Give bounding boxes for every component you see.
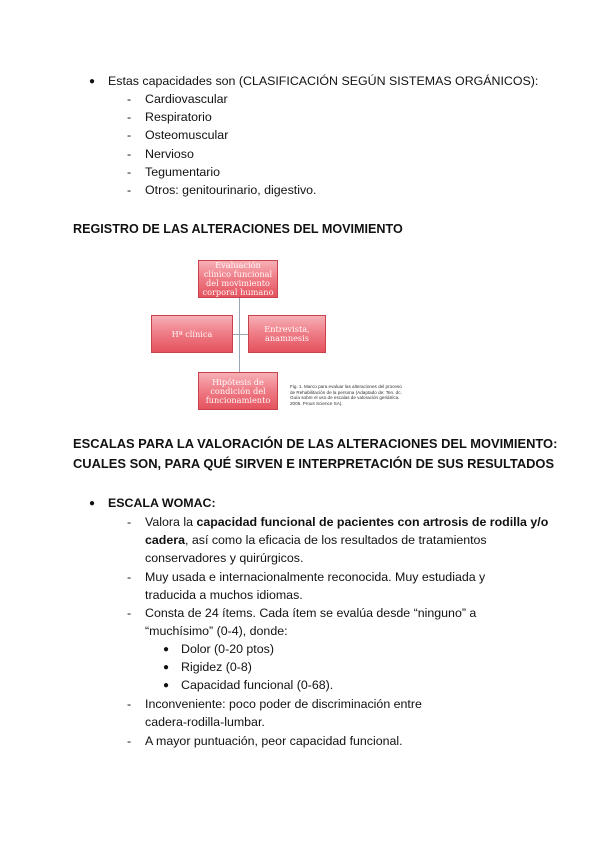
womac-item-1-pre: Valora la: [145, 515, 197, 529]
diagram-box-interview: Entrevista, anamnesis: [248, 315, 326, 353]
section-heading-escalas-line1: ESCALAS PARA LA VALORACIÓN DE LAS ALTERACIONES DEL MOVIMIENTO:: [73, 436, 558, 451]
dash-icon: -: [127, 110, 132, 124]
bullet-icon: ●: [89, 498, 96, 509]
womac-item-1-bold2: cadera: [145, 533, 185, 547]
diagram-box-hypothesis: Hipótesis de condición del funcionamiento: [198, 372, 278, 410]
dash-icon: -: [127, 734, 132, 748]
dash-icon: -: [127, 128, 132, 142]
womac-subitem: Rigidez (0-8): [181, 660, 252, 674]
dash-icon: -: [127, 183, 132, 197]
womac-subitem: Capacidad funcional (0-68).: [181, 678, 334, 692]
list-item: Nervioso: [145, 147, 194, 161]
womac-item-2-line2: traducida a muchos idiomas.: [145, 588, 303, 602]
womac-item-1-line2: [145, 533, 487, 547]
womac-item-1-bold: capacidad funcional de pacientes con artrosis de rodilla y/o: [196, 515, 549, 529]
dash-icon: -: [127, 147, 132, 161]
list-item: Otros: genitourinario, digestivo.: [145, 183, 317, 197]
womac-subitem: Dolor (0-20 ptos): [181, 642, 274, 656]
bullet-icon: ●: [163, 662, 170, 673]
womac-item-3-line1: Consta de 24 ítems. Cada ítem se evalúa desde “ninguno” a: [145, 606, 477, 620]
womac-title: ESCALA WOMAC:: [108, 496, 216, 510]
dash-icon: -: [127, 697, 132, 711]
list-item: Cardiovascular: [145, 92, 228, 106]
womac-item-4-line2: cadera-rodilla-lumbar.: [145, 715, 265, 729]
dash-icon: -: [127, 606, 132, 620]
diagram-box-history: Hª clínica: [151, 315, 233, 353]
list-item: Respiratorio: [145, 110, 212, 124]
diagram-box-evaluation: Evaluación clínico funcional del movimiento corporal humano: [198, 260, 278, 298]
womac-item-1-post: , así como la eficacia de los resultados de tratamientos: [184, 533, 487, 547]
womac-item-1-line3: conservadores y quirúrgicos.: [145, 551, 304, 565]
bullet-icon: ●: [89, 76, 96, 87]
bullet-icon: ●: [163, 644, 170, 655]
dash-icon: -: [127, 165, 132, 179]
dash-icon: -: [127, 92, 132, 106]
list-item: Tegumentario: [145, 165, 221, 179]
capacities-intro: Estas capacidades son (CLASIFICACIÓN SEGÚN SISTEMAS ORGÁNICOS):: [108, 74, 539, 88]
womac-item-5: A mayor puntuación, peor capacidad funcional.: [145, 734, 403, 748]
section-heading-registro: REGISTRO DE LAS ALTERACIONES DEL MOVIMIENTO: [73, 222, 403, 236]
womac-item-2-line1: Muy usada e internacionalmente reconocida. Muy estudiada y: [145, 570, 486, 584]
womac-item-4-line1: Inconveniente: poco poder de discriminación entre: [145, 697, 422, 711]
list-item: Osteomuscular: [145, 128, 229, 142]
dash-icon: -: [127, 570, 132, 584]
womac-item-1-line1: [145, 515, 548, 529]
womac-item-3-line2: “muchísimo” (0-4), donde:: [145, 624, 288, 638]
connector-vertical: [239, 298, 240, 372]
section-heading-escalas-line2: CUALES SON, PARA QUÉ SIRVEN E INTERPRETACIÓN DE SUS RESULTADOS: [73, 456, 555, 471]
bullet-icon: ●: [163, 680, 170, 691]
figure-caption: Fig. 1. Marco para evaluar las alteraciones del proceso de Rehabilitación de la persona (Adaptado de: Ten. dc. Guía sobre el uso de escalas de valoración geriátrica. 2005. Prous Science SA).: [290, 384, 402, 406]
dash-icon: -: [127, 515, 132, 529]
